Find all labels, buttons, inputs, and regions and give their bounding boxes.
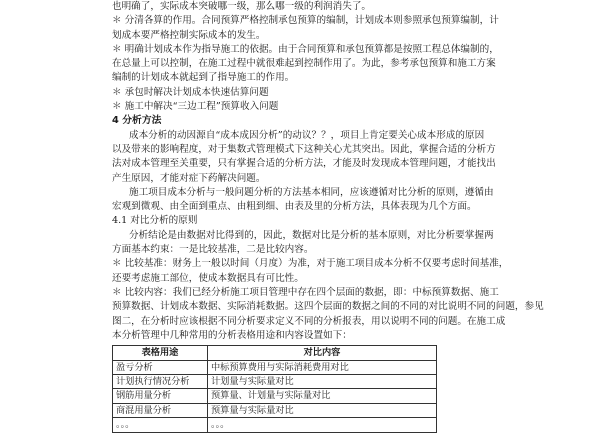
table-cell: 中标预算费用与实际消耗费用对比 [208,360,437,374]
text-line: 也明确了，实际成本突破哪一级，那么哪一级的利润消失了。 [112,1,372,12]
table-row [113,374,437,388]
text-line: 本分析管理中几种常用的分析表格用途和内容设置如下： [112,329,352,341]
table-header-cell: 对比内容 [208,346,437,360]
text-line: 宏观到微观、由全面到重点、由粗到细、由表及里的分析方法，具体表现为几个方面。 [112,201,477,213]
table-cell: 计划执行情况分析 [113,374,208,388]
table-row [113,360,437,374]
text-line: 编制的计划成本就起到了指导施工的作用。 [112,72,295,84]
text-line: 划成本要严格控制实际成本的发生。 [112,29,266,41]
section-heading: 4 分析方法 [112,115,162,127]
text-line: 还要考虑施工部位，使成本数据具有可比性。 [112,272,304,284]
text-line: 图二，在分析时应该根据不同分析要求定义不同的分析报表，用以说明不同的问题。在施工成 [112,315,506,327]
table-cell: 商混用量分析 [113,403,208,417]
table-cell: 。。。 [208,418,437,432]
text-line: 施工项目成本分析与一般问题分析的方法基本相同，应该遵循对比分析的原则，遵循由 [129,186,494,198]
table-cell: 盈亏分析 [113,360,208,374]
table-cell: 预算量与实际量对比 [208,403,437,417]
table-row [113,403,437,417]
text-line: ＊ 比较内容：我们已经分析施工项目管理中存在四个层面的数据，即：中标预算数据、施工 [112,286,499,298]
document-body [112,0,544,433]
text-line: ＊ 施工中解决“三边工程”预算收入问题 [112,101,279,113]
text-line: ＊ 明确计划成本作为指导施工的依据。由于合同预算和承包预算都是按照工程总体编制的， [112,43,499,55]
text-line: 分析结论是由数据对比得到的，因此，数据对比是分析的基本原则，对比分析要掌握两 [129,229,494,241]
text-line: 4.1 对比分析的原则 [112,215,198,227]
text-line: 法对成本管理至关重要，只有掌握合适的分析方法，才能及时发现成本管理问题，才能找出 [112,158,496,170]
text-line: ＊ 承包时解决计划成本快速估算问题 [112,86,269,98]
text-line: 方面基本约束：一是比较基准，二是比较内容。 [112,244,314,256]
table-cell: 预算量、计划量与实际量对比 [208,389,437,403]
text-line: 以及带来的影响程度，对于集数式管理模式下这种关心尤其突出。因此，掌握合适的分析方 [112,143,496,155]
table-row [113,389,437,403]
table-cell: 。。。 [113,418,208,432]
text-line: ＊ 分清各算的作用。合同预算严格控制承包预算的编制，计划成本则参照承包预算编制，计 [112,15,499,27]
analysis-table [112,345,437,432]
table-header-cell: 表格用途 [113,346,208,360]
text-line: 成本分析的动因源自“成本成因分析”的动议？？，项目上肯定要关心成本形成的原因 [129,129,485,141]
text-line: 预算数据、计划成本数据、实际消耗数据。这四个层面的数据之间的不同的对比说明不同的问题，参见 [112,301,544,313]
text-line: ＊ 比较基准：财务上一般以时间（月度）为准，对于施工项目成本分析不仅要考虑时间基准， [112,258,509,270]
table-cell: 计划量与实际量对比 [208,374,437,388]
table-row [113,418,437,432]
table-cell: 钢筋用量分析 [113,389,208,403]
table-header-row [113,346,437,360]
text-line: 在总量上可以控制，在施工过程中就很难起到控制作用了。为此，参考承包预算和施工方案 [112,58,496,70]
text-line: 产生原因，才能对症下药解决问题。 [112,172,266,184]
